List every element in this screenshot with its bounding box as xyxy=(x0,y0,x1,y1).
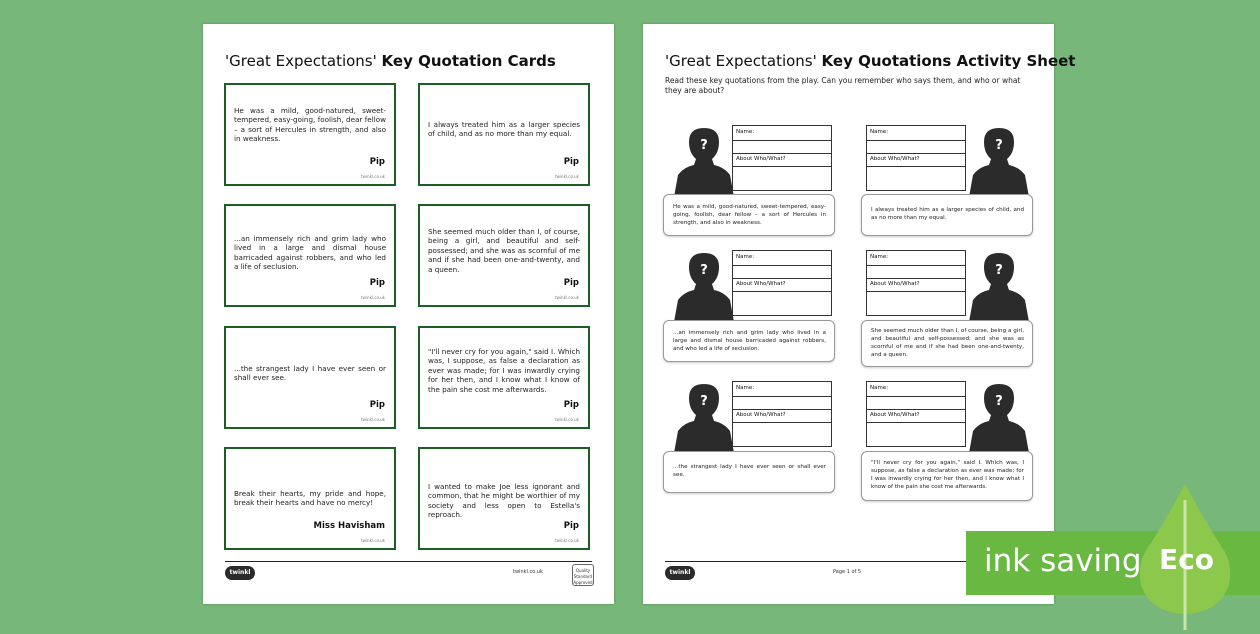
about-label: About Who/What? xyxy=(736,281,786,287)
bubble-quote-text: He was a mild, good-natured, sweet-tempered, easy-going, foolish, dear fellow – a sort of Hercules in strength, and also in weakness. xyxy=(673,204,826,226)
bubble-quote-text: ...the strangest lady I have ever seen or shall ever see. xyxy=(673,464,826,478)
silhouette-icon xyxy=(967,381,1031,453)
quote-bubble-4 xyxy=(861,320,1033,367)
eco-drop-icon xyxy=(1137,480,1233,630)
quotation-cards-sheet xyxy=(203,24,614,604)
question-mark: ? xyxy=(995,394,1003,409)
silhouette-icon xyxy=(672,381,736,453)
quote-card-3 xyxy=(224,204,396,307)
card-speaker: Pip xyxy=(369,157,385,167)
answer-box-5[interactable] xyxy=(732,381,832,447)
silhouette-icon xyxy=(967,125,1031,197)
bubble-quote-text: "I'll never cry for you again," said I. Which was, I suppose, as false a declaration as ever was made; for I was inwardly crying for her then, and I know what I know of the pain she cost me afterwards. xyxy=(871,460,1024,490)
card-quote-text: He was a mild, good-natured, sweet-tempered, easy-going, foolish, dear fellow – a sort of Hercules in strength, and also in weakness. xyxy=(234,106,386,144)
question-mark: ? xyxy=(995,138,1003,153)
activity-instructions: Read these key quotations from the play. Can you remember who says them, and who or what they are about? xyxy=(665,76,1021,95)
eco-label: Eco xyxy=(1159,543,1214,576)
answer-box-2[interactable] xyxy=(866,125,966,191)
about-label: About Who/What? xyxy=(736,156,786,162)
card-quote-text: Break their hearts, my pride and hope, break their hearts and have no mercy! xyxy=(234,489,386,508)
answer-box-3[interactable] xyxy=(732,250,832,316)
card-quote-text: She seemed much older than I, of course, being a girl, and beautiful and self-possessed; and she was as scornful of me and if she had been one-and-twenty, and a queen. xyxy=(428,227,580,274)
card-watermark: twinkl.co.uk xyxy=(361,417,385,422)
card-speaker: Pip xyxy=(369,278,385,288)
twinkl-logo: twinkl xyxy=(665,566,695,580)
card-quote-text: I always treated him as a larger species of child, and as no more than my equal. xyxy=(428,120,580,139)
card-speaker: Pip xyxy=(369,400,385,410)
card-speaker: Pip xyxy=(563,157,579,167)
card-watermark: twinkl.co.uk xyxy=(555,295,579,300)
card-watermark: twinkl.co.uk xyxy=(361,295,385,300)
quote-card-1 xyxy=(224,83,396,186)
activity-title-light: 'Great Expectations' xyxy=(665,52,817,70)
name-label: Name: xyxy=(870,385,889,391)
cards-title-light: 'Great Expectations' xyxy=(225,52,377,70)
name-label: Name: xyxy=(736,385,755,391)
page-number: Page 1 of 5 xyxy=(833,569,862,575)
quote-card-6 xyxy=(418,326,590,429)
name-label: Name: xyxy=(870,129,889,135)
activity-title-bold: Key Quotations Activity Sheet xyxy=(821,52,1076,70)
activity-sheet-title xyxy=(665,52,1075,70)
about-label: About Who/What? xyxy=(870,281,920,287)
question-mark: ? xyxy=(995,263,1003,278)
about-label: About Who/What? xyxy=(736,412,786,418)
name-label: Name: xyxy=(736,254,755,260)
quality-standard-badge: Quality Standard Approved xyxy=(572,564,594,586)
name-label: Name: xyxy=(736,129,755,135)
quote-bubble-3 xyxy=(663,320,835,362)
card-speaker: Pip xyxy=(563,400,579,410)
quote-bubble-2 xyxy=(861,194,1033,236)
answer-box-6[interactable] xyxy=(866,381,966,447)
about-label: About Who/What? xyxy=(870,412,920,418)
cards-footer-divider xyxy=(225,561,592,562)
card-speaker: Pip xyxy=(563,278,579,288)
answer-box-4[interactable] xyxy=(866,250,966,316)
quote-card-8 xyxy=(418,447,590,550)
quote-bubble-6 xyxy=(861,451,1033,501)
quote-card-2 xyxy=(418,83,590,186)
card-watermark: twinkl.co.uk xyxy=(361,174,385,179)
bubble-quote-text: She seemed much older than I, of course, being a girl, and beautiful and self-possessed; and she was as scornful of me and if she had been one-and-twenty, and a queen. xyxy=(871,328,1024,358)
cards-title-bold: Key Quotation Cards xyxy=(381,52,556,70)
bubble-quote-text: ...an immensely rich and grim lady who lived in a large and dismal house barricaded against robbers, and who led a life of seclusion. xyxy=(673,330,826,352)
card-watermark: twinkl.co.uk xyxy=(555,174,579,179)
card-quote-text: "I'll never cry for you again," said I. Which was, I suppose, as false a declaration as ever was made; for I was inwardly crying for her then, and I know what I know of the pain she cost me afterwards. xyxy=(428,347,580,394)
about-label: About Who/What? xyxy=(870,156,920,162)
quote-card-4 xyxy=(418,204,590,307)
quote-bubble-1 xyxy=(663,194,835,236)
silhouette-icon xyxy=(967,250,1031,322)
card-watermark: twinkl.co.uk xyxy=(555,538,579,543)
cards-sheet-title xyxy=(225,52,556,70)
quote-bubble-5 xyxy=(663,451,835,493)
card-quote-text: I wanted to make Joe less ignorant and common, that he might be worthier of my society and less open to Estella's reproach. xyxy=(428,482,580,520)
question-mark: ? xyxy=(700,263,708,278)
twinkl-logo: twinkl xyxy=(225,566,255,580)
card-speaker: Pip xyxy=(563,521,579,531)
silhouette-icon xyxy=(672,125,736,197)
answer-box-1[interactable] xyxy=(732,125,832,191)
card-watermark: twinkl.co.uk xyxy=(555,417,579,422)
question-mark: ? xyxy=(700,394,708,409)
card-quote-text: ...an immensely rich and grim lady who lived in a large and dismal house barricaded against robbers, and who led a life of seclusion. xyxy=(234,234,386,272)
bubble-quote-text: I always treated him as a larger species of child, and as no more than my equal. xyxy=(871,207,1024,221)
card-watermark: twinkl.co.uk xyxy=(361,538,385,543)
silhouette-icon xyxy=(672,250,736,322)
name-label: Name: xyxy=(870,254,889,260)
card-quote-text: ...the strangest lady I have ever seen or shall ever see. xyxy=(234,364,386,383)
ink-saving-label: ink saving xyxy=(984,543,1142,579)
quote-card-5 xyxy=(224,326,396,429)
footer-website: twinkl.co.uk xyxy=(513,569,543,575)
question-mark: ? xyxy=(700,138,708,153)
quote-card-7 xyxy=(224,447,396,550)
card-speaker: Miss Havisham xyxy=(313,521,385,531)
